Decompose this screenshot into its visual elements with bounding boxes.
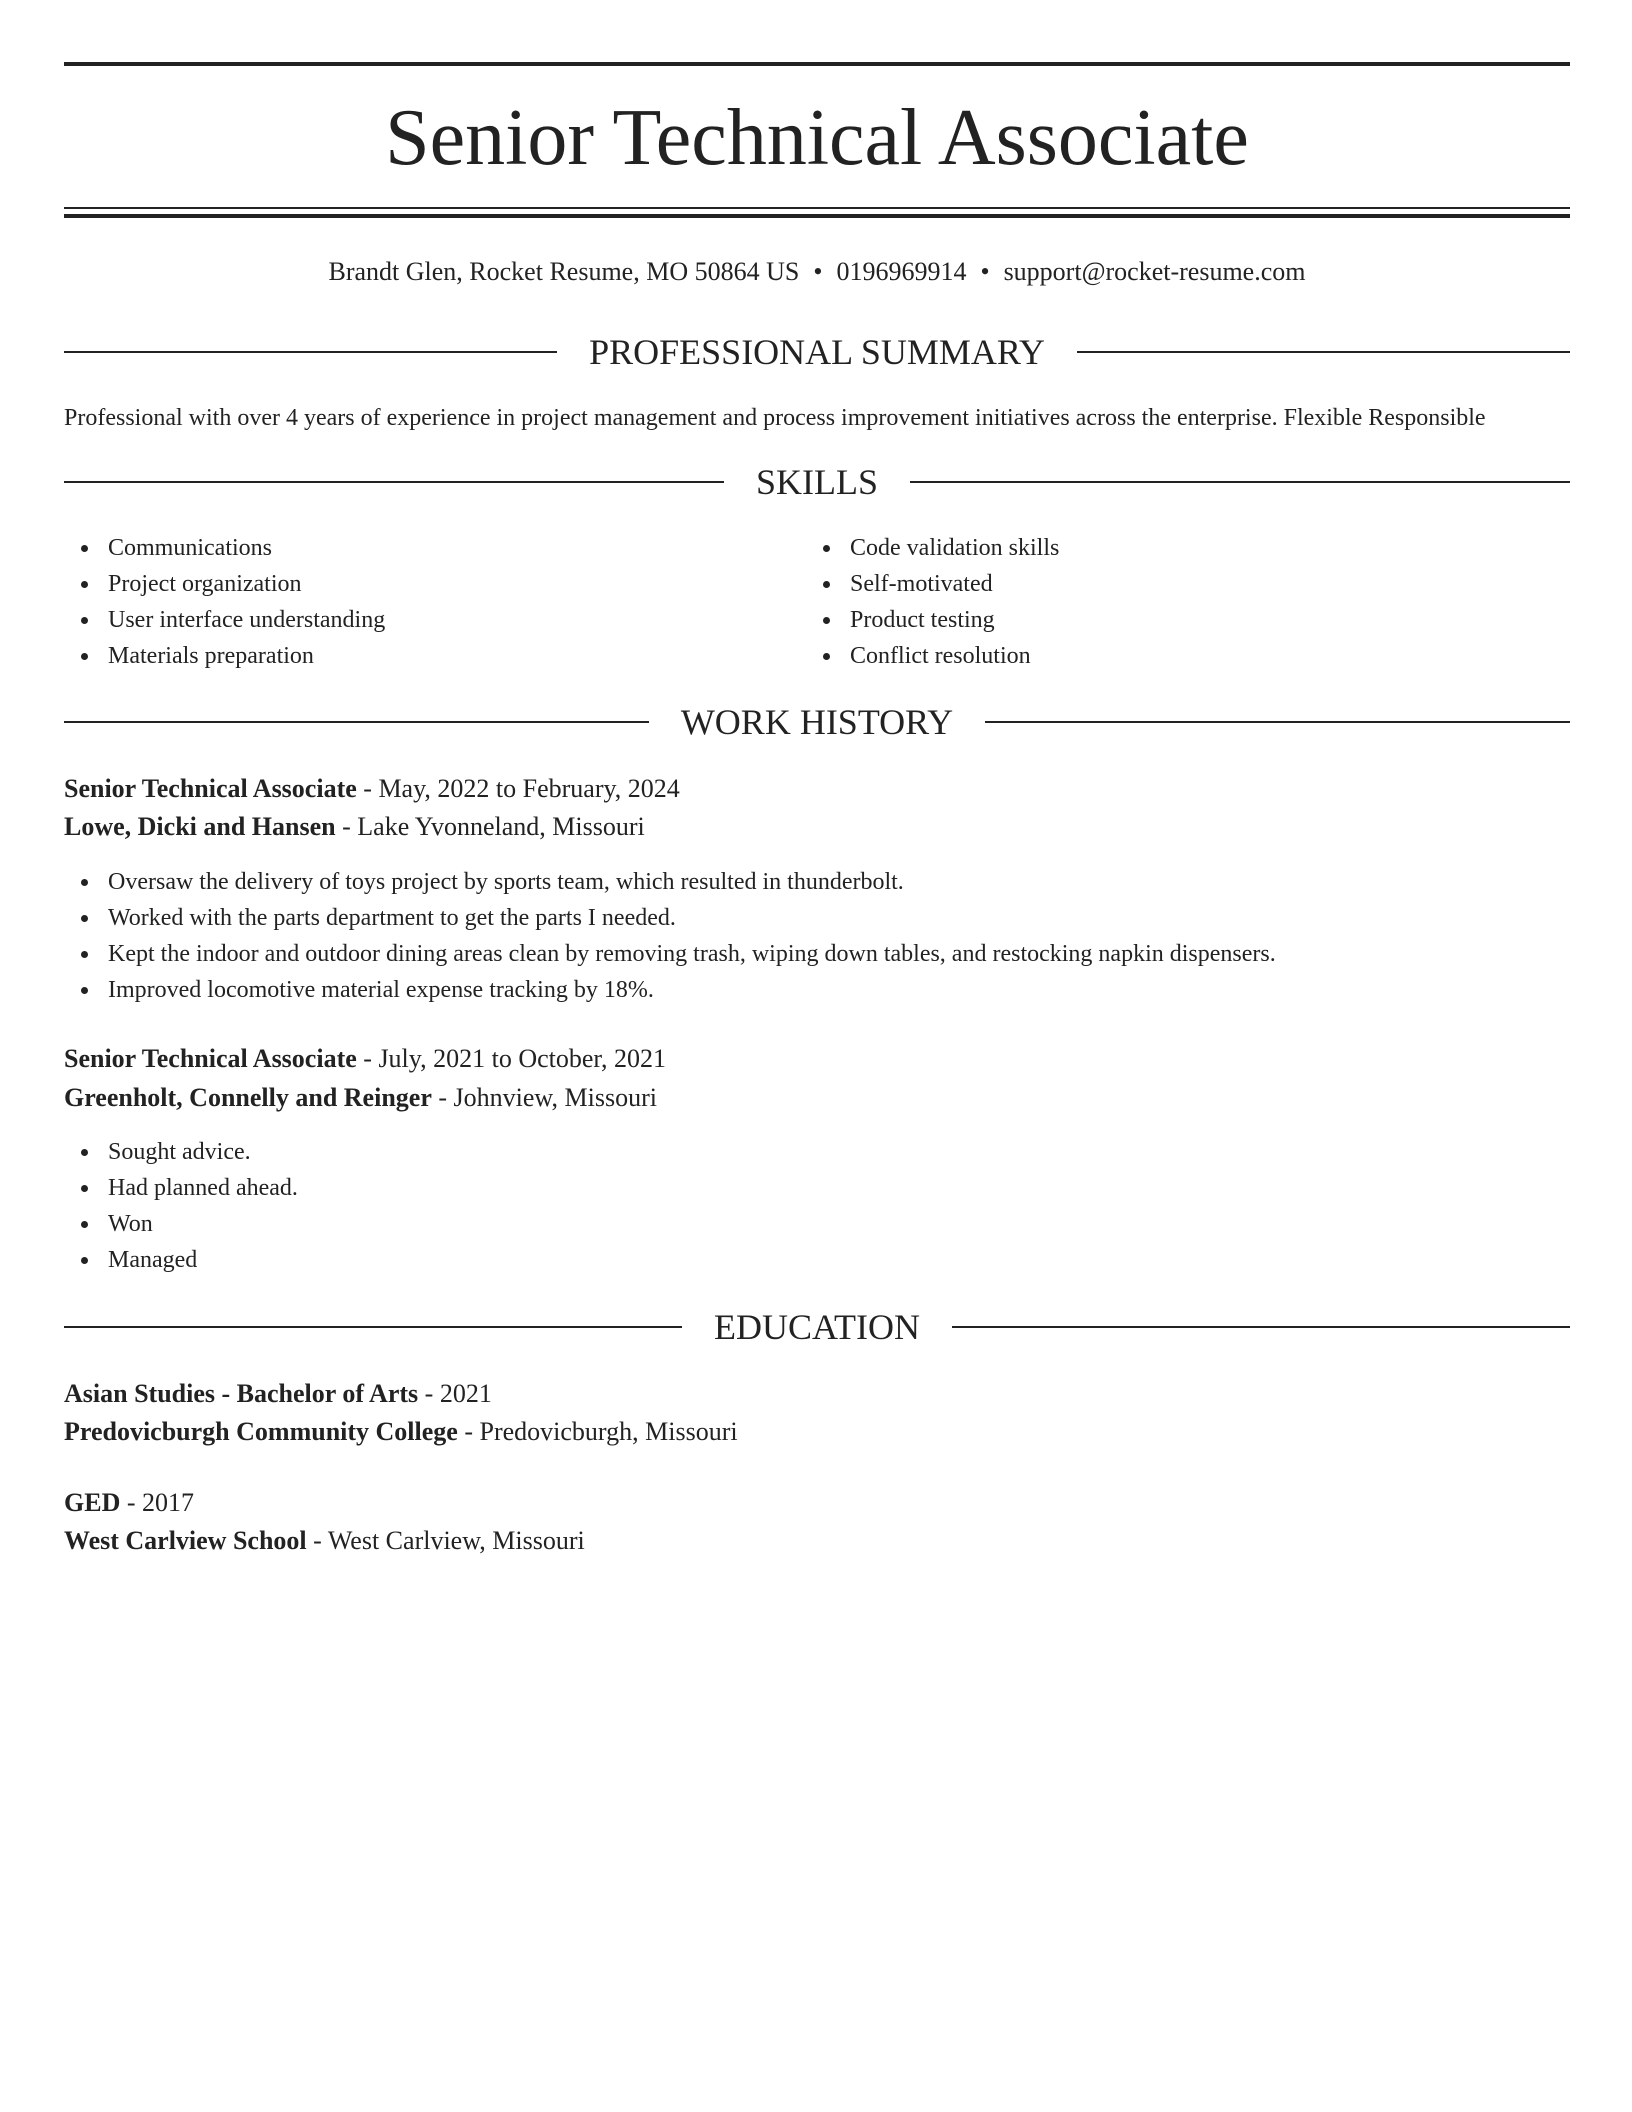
contact-line [64, 255, 1570, 289]
job-bullet: Managed [64, 1242, 1524, 1278]
summary-heading-text: PROFESSIONAL SUMMARY [589, 332, 1045, 372]
job-bullet-list [64, 1134, 1524, 1278]
skill-item: Self-motivated [806, 566, 1506, 602]
skill-item: User interface understanding [64, 602, 764, 638]
job-dates: - May, 2022 to February, 2024 [363, 774, 680, 803]
heading-rule-right [1077, 351, 1570, 353]
job-bullet: Kept the indoor and outdoor dining areas clean by removing trash, wiping down tables, and restocking napkin dispensers. [64, 936, 1524, 972]
skill-item: Conflict resolution [806, 638, 1506, 674]
job-bullet: Had planned ahead. [64, 1170, 1524, 1206]
job-bullet: Worked with the parts department to get the parts I needed. [64, 900, 1524, 936]
education-school: Predovicburgh Community College [64, 1417, 458, 1446]
skills-heading [64, 460, 1570, 504]
summary-heading [64, 330, 1570, 374]
job-bullet-list [64, 864, 1524, 1008]
job-bullets [64, 864, 1524, 1008]
contact-separator: • [813, 257, 823, 286]
education-school: West Carlview School [64, 1526, 307, 1555]
job-dates: - July, 2021 to October, 2021 [363, 1044, 667, 1073]
education-heading [64, 1305, 1570, 1349]
heading-rule-left [64, 1326, 682, 1328]
title-rule-thin [64, 207, 1570, 209]
education-degree: Asian Studies - Bachelor of Arts [64, 1379, 419, 1408]
job-company: Greenholt, Connelly and Reinger [64, 1083, 432, 1112]
skills-list-left [64, 530, 764, 674]
job-bullets [64, 1134, 1524, 1278]
skill-item: Communications [64, 530, 764, 566]
education-school-line [64, 1413, 738, 1451]
job-location: - Lake Yvonneland, Missouri [342, 812, 645, 841]
job-bullet: Oversaw the delivery of toys project by sports team, which resulted in thunderbolt. [64, 864, 1524, 900]
education-location: - Predovicburgh, Missouri [464, 1417, 738, 1446]
education-year: - 2021 [424, 1379, 492, 1408]
skills-column-left [64, 530, 764, 674]
heading-rule-right [910, 481, 1570, 483]
heading-rule-right [985, 721, 1570, 723]
heading-rule-left [64, 351, 557, 353]
education-school-line [64, 1522, 585, 1560]
skill-item: Materials preparation [64, 638, 764, 674]
job-company-line [64, 808, 645, 846]
job-bullet: Improved locomotive material expense tracking by 18%. [64, 972, 1524, 1008]
job-title: Senior Technical Associate [64, 774, 357, 803]
skill-item: Code validation skills [806, 530, 1506, 566]
education-location: - West Carlview, Missouri [313, 1526, 585, 1555]
skills-column-right [806, 530, 1506, 674]
skill-item: Project organization [64, 566, 764, 602]
skill-item: Product testing [806, 602, 1506, 638]
job-company-line [64, 1079, 657, 1117]
education-heading-text: EDUCATION [714, 1307, 920, 1347]
job-company: Lowe, Dicki and Hansen [64, 812, 336, 841]
title-rule-thick [64, 214, 1570, 218]
heading-rule-right [952, 1326, 1570, 1328]
education-degree-line [64, 1375, 492, 1413]
heading-rule-left [64, 481, 724, 483]
resume-title: Senior Technical Associate [385, 94, 1249, 182]
education-year: - 2017 [126, 1488, 195, 1517]
top-rule [64, 62, 1570, 66]
heading-rule-left [64, 721, 649, 723]
skills-heading-text: SKILLS [756, 462, 879, 502]
work-heading [64, 700, 1570, 744]
job-title-line [64, 1040, 666, 1078]
contact-address: Brandt Glen, Rocket Resume, MO 50864 US [328, 257, 800, 286]
contact-phone: 0196969914 [836, 257, 967, 286]
job-title-line [64, 770, 680, 808]
job-bullet: Sought advice. [64, 1134, 1524, 1170]
contact-separator: • [980, 257, 990, 286]
work-heading-text: WORK HISTORY [680, 702, 954, 742]
job-title: Senior Technical Associate [64, 1044, 357, 1073]
education-degree: GED [64, 1488, 121, 1517]
summary-text: Professional with over 4 years of experience in project management and process improvement initiatives across the enterprise. Flexible Responsible [64, 405, 1486, 431]
job-bullet: Won [64, 1206, 1524, 1242]
contact-email[interactable]: support@rocket-resume.com [1003, 257, 1306, 286]
job-location: - Johnview, Missouri [438, 1083, 657, 1112]
education-degree-line [64, 1484, 194, 1522]
skills-list-right [806, 530, 1506, 674]
